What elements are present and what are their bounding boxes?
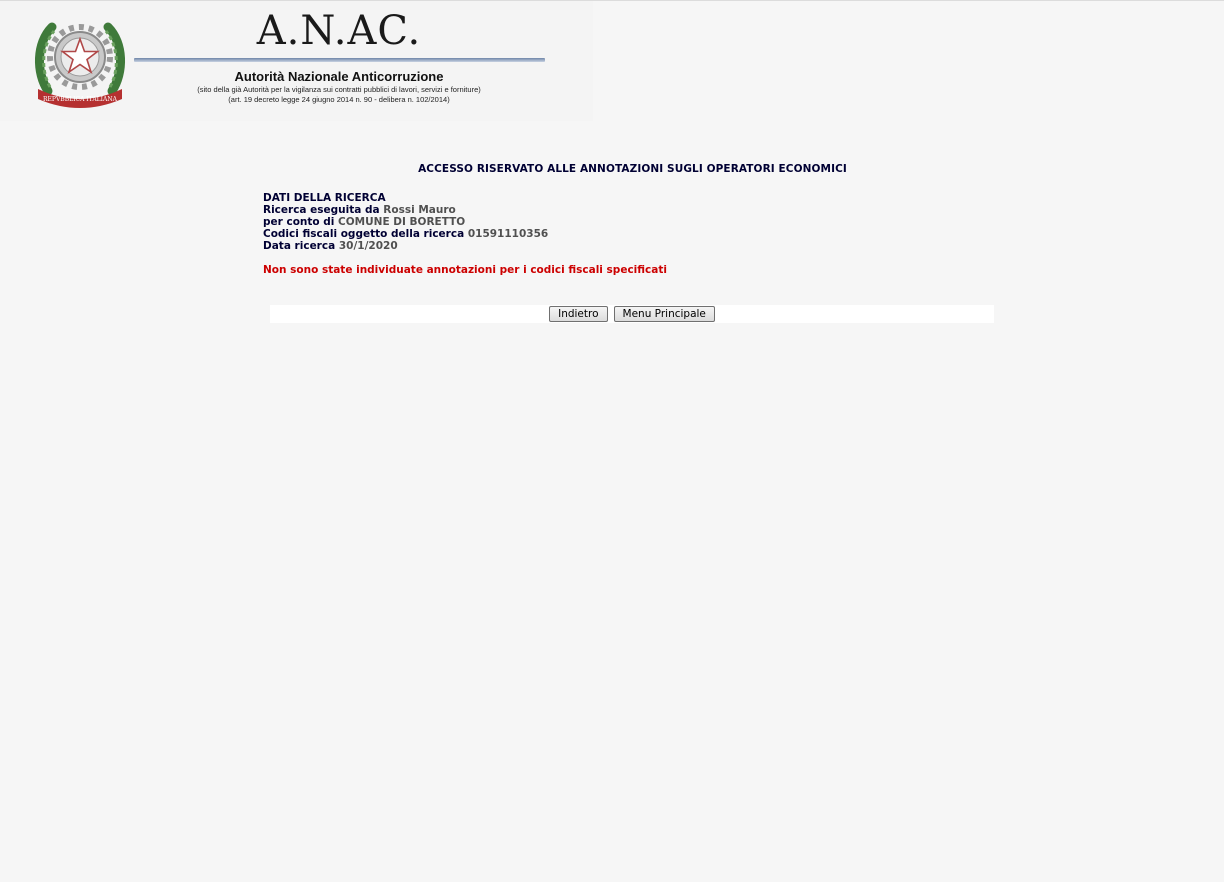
detail-row-searched-by xyxy=(263,204,548,216)
detail-row-on-behalf-of xyxy=(263,216,548,228)
logo-divider xyxy=(134,58,545,62)
logo-subtitle: Autorità Nazionale Anticorruzione xyxy=(234,69,444,84)
republic-emblem-icon xyxy=(34,13,126,109)
back-button[interactable]: Indietro xyxy=(549,306,607,322)
anac-banner xyxy=(0,1,593,121)
logo-note-2: (art. 19 decreto legge 24 giugno 2014 n. 90 - delibera n. 102/2014) xyxy=(228,95,450,104)
detail-label: Data ricerca xyxy=(263,240,336,252)
svg-text:REPVBBLICA ITALIANA: REPVBBLICA ITALIANA xyxy=(43,96,117,103)
detail-label: Codici fiscali oggetto della ricerca xyxy=(263,228,465,240)
detail-value: 30/1/2020 xyxy=(338,240,398,252)
detail-label: per conto di xyxy=(263,216,335,228)
detail-value: COMUNE DI BORETTO xyxy=(338,216,466,228)
no-results-notice: Non sono state individuate annotazioni per i codici fiscali specificati xyxy=(263,264,667,276)
section-title: DATI DELLA RICERCA xyxy=(263,192,386,204)
detail-label: Ricerca eseguita da xyxy=(263,204,380,216)
detail-row-tax-codes xyxy=(263,228,548,240)
detail-value: 01591110356 xyxy=(467,228,549,240)
main-menu-button[interactable]: Menu Principale xyxy=(614,306,715,322)
logo-title: A.N.AC. xyxy=(256,8,422,54)
detail-row-search-date xyxy=(263,240,548,252)
detail-value: Rossi Mauro xyxy=(383,204,456,216)
page-heading: ACCESSO RISERVATO ALLE ANNOTAZIONI SUGLI OPERATORI ECONOMICI xyxy=(418,163,847,175)
logo-note-1: (sito della già Autorità per la vigilanza sui contratti pubblici di lavori, servizi e forniture) xyxy=(197,85,481,94)
button-bar xyxy=(270,305,994,323)
search-details xyxy=(263,192,548,252)
